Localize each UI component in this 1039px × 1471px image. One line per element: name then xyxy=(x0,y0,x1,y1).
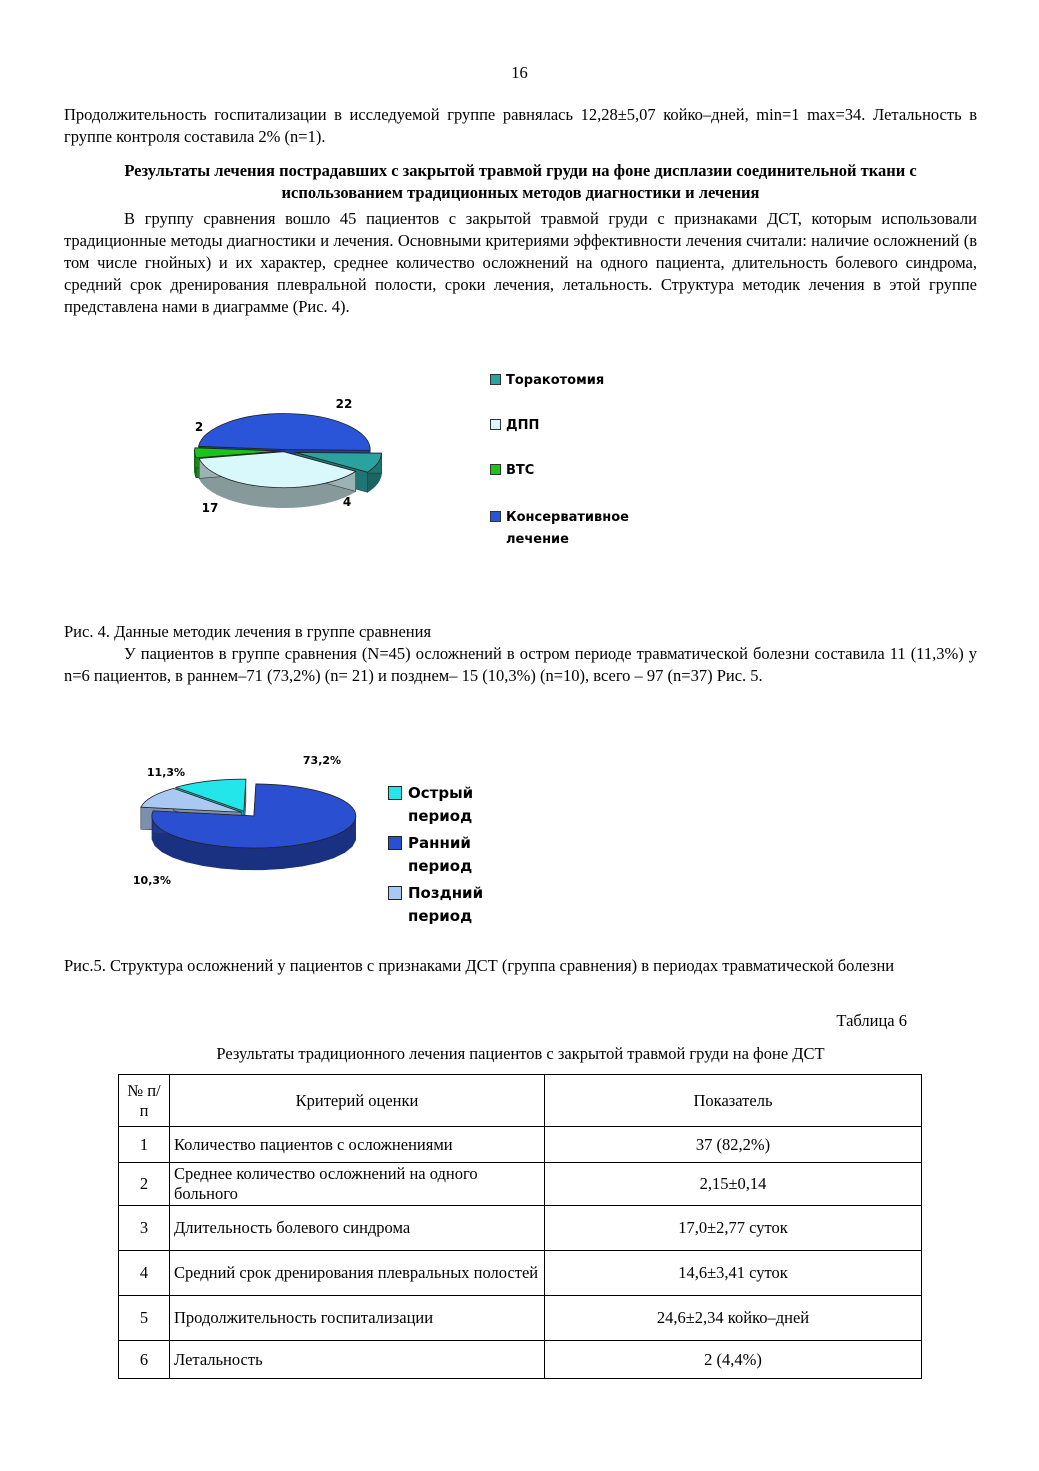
table-row xyxy=(119,1127,922,1163)
row-criterion: Летальность xyxy=(170,1341,545,1379)
legend-label: Консервативное лечение xyxy=(506,510,629,547)
intro-paragraph: Продолжительность госпитализации в исследуемой группе равнялась 12,28±5,07 койко–дней, min=1 max=34. Летальность в группе контроля составила 2% (n=1). xyxy=(64,105,977,146)
pie-slice-side xyxy=(223,477,229,499)
data-label: 22 xyxy=(335,397,353,411)
legend-label: Острый период xyxy=(408,784,474,825)
pie-slice-side xyxy=(309,485,317,506)
legend-swatch xyxy=(490,464,501,475)
row-value: 2,15±0,14 xyxy=(545,1163,922,1206)
row-criterion: Среднее количество осложнений на одного больного xyxy=(170,1163,545,1206)
pie-slice-side xyxy=(222,846,242,869)
data-label: 73,2% xyxy=(302,754,342,767)
table-title: Результаты традиционного лечения пациентов с закрытой травмой груди на фоне ДСТ xyxy=(216,1044,825,1063)
pie-slice xyxy=(199,414,371,451)
pie-slice-side xyxy=(187,840,204,866)
pie-slice-side xyxy=(275,488,283,508)
row-value: 37 (82,2%) xyxy=(545,1127,922,1163)
legend-swatch xyxy=(388,886,402,900)
pie-slice-side xyxy=(217,474,223,497)
pie-slice-side xyxy=(259,486,267,507)
legend-label: ДПП xyxy=(506,418,540,433)
legend-item xyxy=(388,882,498,928)
table-row xyxy=(119,1296,922,1341)
table-row xyxy=(119,1341,922,1379)
table-row xyxy=(119,1163,922,1206)
header-value: Показатель xyxy=(545,1075,922,1127)
header-num: № п/п xyxy=(119,1075,170,1127)
legend-swatch xyxy=(490,419,501,430)
row-num: 4 xyxy=(119,1251,170,1296)
pie-slice-side xyxy=(301,486,309,507)
table-row xyxy=(119,1251,922,1296)
row-value: 2 (4,4%) xyxy=(545,1341,922,1379)
legend-item xyxy=(388,832,498,878)
pie-slice-side xyxy=(242,848,263,870)
pie-slice-side xyxy=(283,844,302,868)
pie-slice-side xyxy=(263,847,283,870)
paragraph-methods: В группу сравнения вошло 45 пациентов с закрытой травмой груди с признаками ДСТ, которым использовали традиционные методы диагностики и лечения. Основными критериями эффективности лечения считали: наличие осложнений (в том числе гнойных) и их характер, среднее количество осложнений на одного пациента, длительность болевого синдрома, средний срок дренирования плевральной полости, сроки лечения, летальность. Структура методик лечения в этой группе представлена нами в диаграмме (Рис. 4). xyxy=(64,209,977,316)
figure-4-chart xyxy=(180,360,660,560)
table-header-row xyxy=(119,1075,922,1127)
table-row xyxy=(119,1206,922,1251)
row-criterion: Длительность болевого синдрома xyxy=(170,1206,545,1251)
legend-swatch xyxy=(388,836,402,850)
data-label: 17 xyxy=(201,501,219,515)
legend-swatch xyxy=(490,511,501,522)
section-heading: Результаты лечения пострадавших с закрытой травмой груди на фоне дисплазии соединительной ткани с использованием традиционных методов диагностики и лечения xyxy=(124,161,917,202)
row-num: 1 xyxy=(119,1127,170,1163)
pie-slice-side xyxy=(292,487,300,508)
pie-slice-side xyxy=(267,487,275,508)
pie-slice-side xyxy=(243,483,251,505)
legend-swatch xyxy=(388,786,402,800)
legend-item xyxy=(490,370,630,392)
legend-item xyxy=(490,460,630,482)
legend-item xyxy=(490,507,630,551)
data-label: 10,3% xyxy=(132,874,172,887)
row-criterion: Продолжительность госпитализации xyxy=(170,1296,545,1341)
row-num: 2 xyxy=(119,1163,170,1206)
legend-item xyxy=(490,415,630,437)
header-criterion: Критерий оценки xyxy=(170,1075,545,1127)
data-label: 2 xyxy=(194,420,204,434)
data-label: 11,3% xyxy=(146,766,186,779)
figure-4-caption: Рис. 4. Данные методик лечения в группе сравнения xyxy=(64,622,432,641)
row-num: 3 xyxy=(119,1206,170,1251)
data-label: 4 xyxy=(342,495,352,509)
row-criterion: Средний срок дренирования плевральных полостей xyxy=(170,1251,545,1296)
pie-slice-side xyxy=(203,844,222,869)
legend-item xyxy=(388,782,498,828)
pie-slice-side xyxy=(229,479,236,501)
legend-swatch xyxy=(490,374,501,385)
legend-label: Торакотомия xyxy=(506,373,605,388)
row-value: 14,6±3,41 суток xyxy=(545,1251,922,1296)
figure-5-caption: Рис.5. Структура осложнений у пациентов с признаками ДСТ (группа сравнения) в периодах травматической болезни xyxy=(64,956,895,975)
table-number: Таблица 6 xyxy=(836,1011,907,1030)
legend-label: Ранний период xyxy=(408,834,473,875)
pie-slice-side xyxy=(251,485,259,506)
results-table xyxy=(118,1074,922,1379)
pie-slice-side xyxy=(302,841,319,867)
paragraph-complications: У пациентов в группе сравнения (N=45) осложнений в остром периоде травматической болезни составила 11 (11,3%) у n=6 пациентов, в раннем–71 (73,2%) (n= 21) и позднем– 15 (10,3%) (n=10), всего – 97 (n=37) Рис. 5. xyxy=(64,644,977,685)
page-number: 16 xyxy=(511,63,528,82)
row-num: 5 xyxy=(119,1296,170,1341)
figure-5-chart xyxy=(120,748,520,938)
pie-slice-side xyxy=(317,483,325,505)
pie-slice-side xyxy=(284,488,292,508)
row-num: 6 xyxy=(119,1341,170,1379)
row-criterion: Количество пациентов с осложнениями xyxy=(170,1127,545,1163)
row-value: 17,0±2,77 суток xyxy=(545,1206,922,1251)
row-value: 24,6±2,34 койко–дней xyxy=(545,1296,922,1341)
legend-label: ВТС xyxy=(506,463,535,478)
pie-slice-side xyxy=(236,482,243,504)
legend-label: Поздний период xyxy=(408,884,484,925)
